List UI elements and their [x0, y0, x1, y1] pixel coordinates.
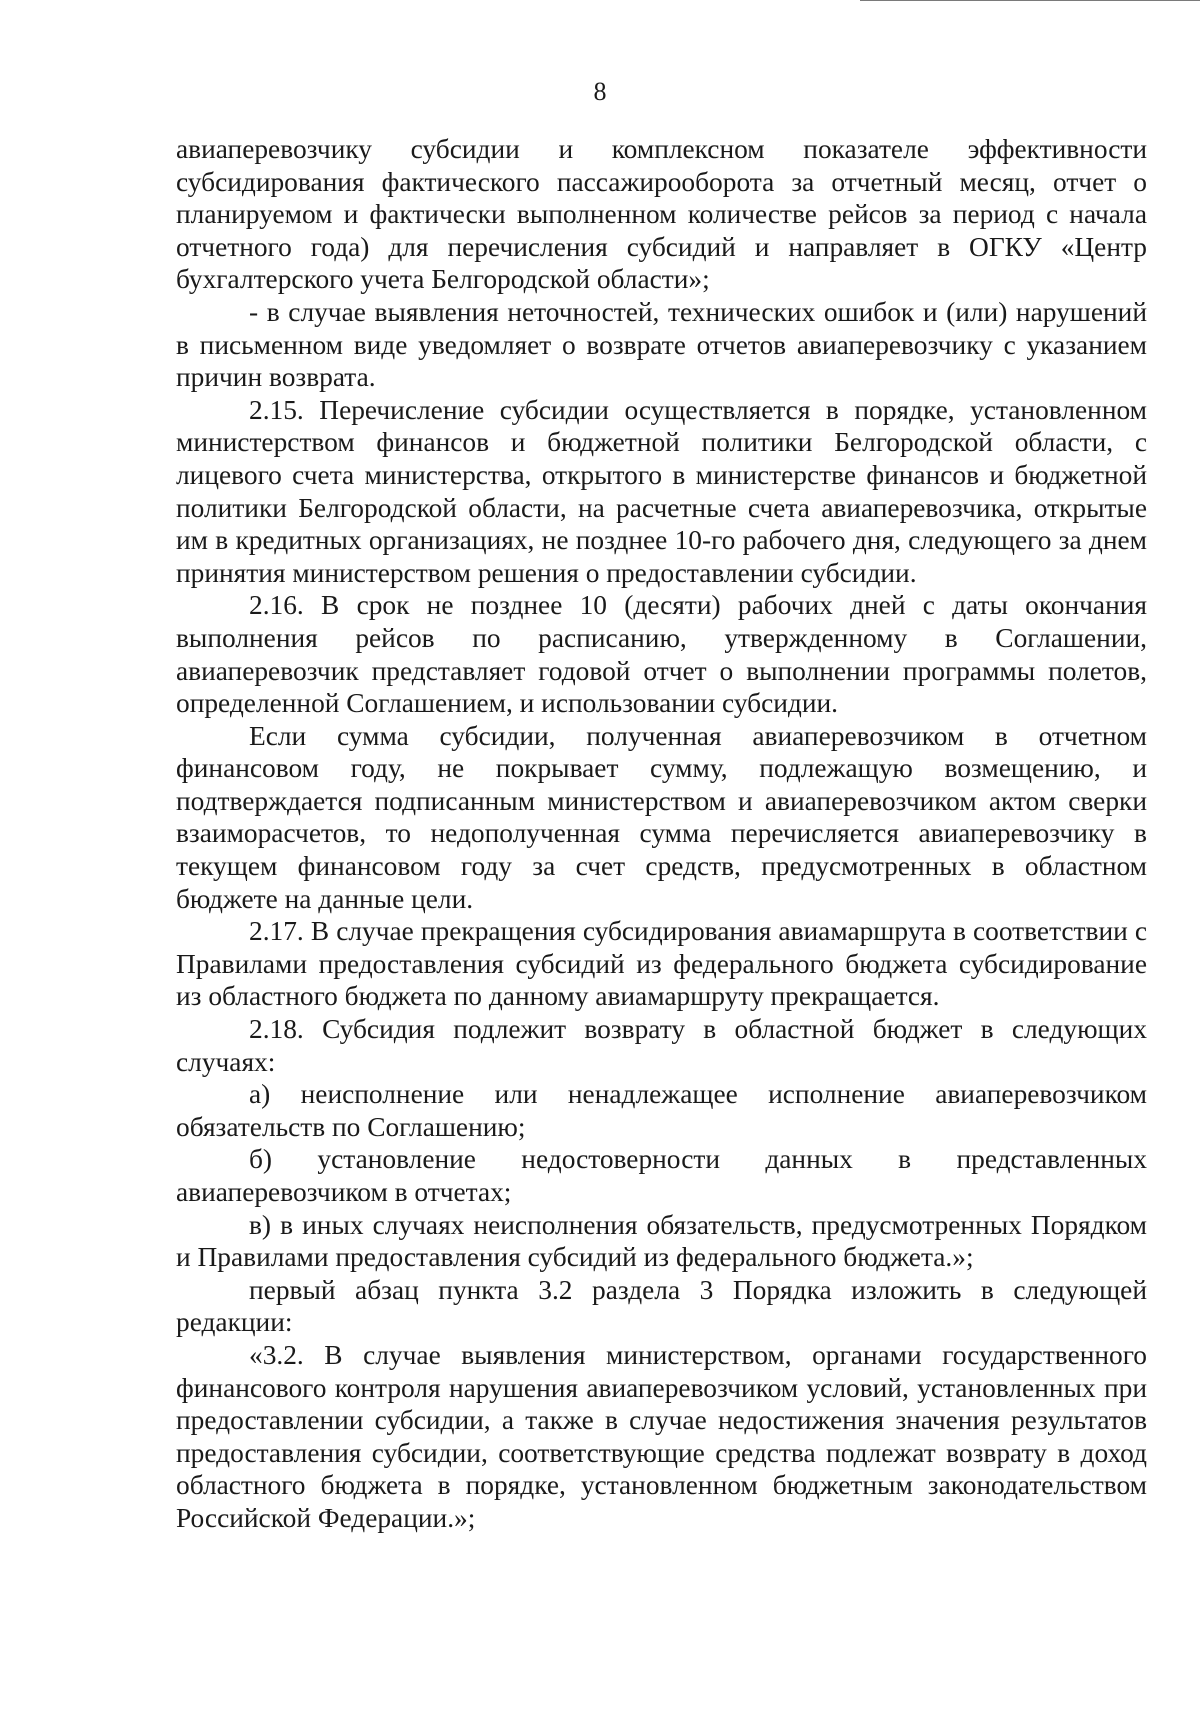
paragraph-return-notice: - в случае выявления неточностей, технических ошибок и (или) нарушений в письменном виде уведомляет о возврате отчетов авиаперевозчику с указанием причин возврата. [176, 296, 1147, 393]
list-item-b: б) установление недостоверности данных в представленных авиаперевозчиком в отчетах; [176, 1144, 1147, 1207]
list-item-v: в) в иных случаях неисполнения обязательств, предусмотренных Порядком и Правилами предоставления субсидий из федерального бюджета.»; [176, 1209, 1147, 1273]
paragraph-3-2: «3.2. В случае выявления министерством, органами государственного финансового контроля нарушения авиаперевозчиком условий, установленных при предоставлении субсидии, а также в случае недостижения значения результатов предоставления субсидии, соответствующие средства подлежат возврату в доход областного бюджета в порядке, установленном бюджетным законодательством Российской Федерации.»; [176, 1339, 1147, 1533]
paragraph-amendment-intro: первый абзац пункта 3.2 раздела 3 Порядка изложить в следующей редакции: [176, 1274, 1147, 1338]
paragraph-2-17: 2.17. В случае прекращения субсидирования авиамаршрута в соответствии с Правилами предоставления субсидий из федерального бюджета субсидирование из областного бюджета по данному авиамаршруту прекращается. [176, 916, 1147, 1012]
page-number: 8 [593, 77, 607, 106]
paragraph-2-15: 2.15. Перечисление субсидии осуществляется в порядке, установленном министерством финансов и бюджетной политики Белгородской области, с лицевого счета министерства, открытого в министерстве финансов и бюджетной политики Белгородской области, на расчетные счета авиаперевозчика, открытые им в кредитных организациях, не позднее 10-го рабочего дня, следующего за днем принятия министерством решения о предоставлении субсидии. [176, 394, 1147, 588]
paragraph-continuation: авиаперевозчику субсидии и комплексном показателе эффективности субсидирования фактического пассажирооборота за отчетный месяц, отчет о планируемом и фактически выполненном количестве рейсов за период с начала отчетного года) для перечисления субсидий и направляет в ОГКУ «Центр бухгалтерского учета Белгородской области»; [176, 134, 1147, 295]
paragraph-subsidy-shortfall: Если сумма субсидии, полученная авиаперевозчиком в отчетном финансовом году, не покрывает сумму, подлежащую возмещению, и подтверждается подписанным министерством и авиаперевозчиком актом сверки взаиморасчетов, то недополученная сумма перечисляется авиаперевозчику в текущем финансовом году за счет средств, предусмотренных в областном бюджете на данные цели. [176, 720, 1147, 914]
list-item-a: а) неисполнение или ненадлежащее исполнение авиаперевозчиком обязательств по Соглашению; [176, 1079, 1147, 1142]
scan-edge-line [860, 0, 1200, 1]
paragraph-2-16: 2.16. В срок не позднее 10 (десяти) рабочих дней с даты окончания выполнения рейсов по расписанию, утвержденному в Соглашении, авиаперевозчик представляет годовой отчет о выполнении программы полетов, определенной Соглашением, и использовании субсидии. [176, 590, 1147, 719]
document-body [176, 133, 1147, 1535]
paragraph-2-18: 2.18. Субсидия подлежит возврату в областной бюджет в следующих случаях: [176, 1014, 1147, 1077]
